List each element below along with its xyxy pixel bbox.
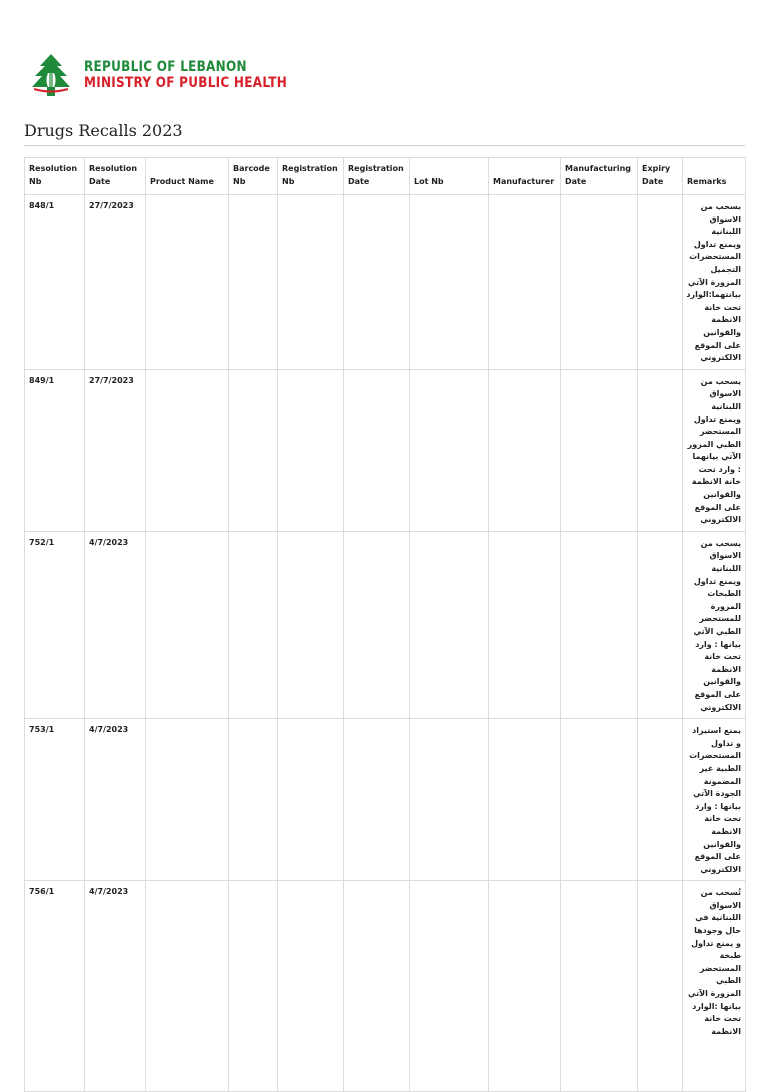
cell-manufacturing-date xyxy=(561,195,638,370)
cell-resolution-nb: 848/1 xyxy=(25,195,85,370)
column-header-registration-nb: Registration Nb xyxy=(278,158,344,195)
column-header-barcode-nb: Barcode Nb xyxy=(229,158,278,195)
cell-remarks: يسحب من الاسواق اللبنانية ويمنع تداول الطبخات المزورة للمستحضر الطبي الآتي بيانها : وارد تحت خانة الانظمة والقوانين على الموقع الالكتروني xyxy=(683,531,746,718)
column-header-lot-nb: Lot Nb xyxy=(410,158,489,195)
cell-barcode-nb xyxy=(229,369,278,531)
cell-barcode-nb xyxy=(229,531,278,718)
column-header-manufacturing-date: Manufacturing Date xyxy=(561,158,638,195)
cell-expiry-date xyxy=(638,531,683,718)
cell-barcode-nb xyxy=(229,881,278,1092)
cell-expiry-date xyxy=(638,719,683,881)
column-header-product-name: Product Name xyxy=(146,158,229,195)
cell-resolution-date: 27/7/2023 xyxy=(85,195,146,370)
cell-registration-date xyxy=(344,369,410,531)
cell-registration-nb xyxy=(278,719,344,881)
cell-remarks: يمنع استيراد و تداول المستحضرات الطبية غير المضمونة الجودة الآتي بيانها : وارد تحت خانة الانظمة والقوانين على الموقع الالكتروني xyxy=(683,719,746,881)
column-header-resolution-nb: Resolution Nb xyxy=(25,158,85,195)
cell-resolution-nb: 752/1 xyxy=(25,531,85,718)
cell-registration-nb xyxy=(278,881,344,1092)
cell-lot-nb xyxy=(410,719,489,881)
cell-lot-nb xyxy=(410,881,489,1092)
cell-manufacturer xyxy=(489,195,561,370)
table-row xyxy=(25,881,746,1092)
cell-resolution-nb: 756/1 xyxy=(25,881,85,1092)
org-name-republic: REPUBLIC OF LEBANON xyxy=(84,59,247,75)
column-header-manufacturer: Manufacturer xyxy=(489,158,561,195)
cell-manufacturing-date xyxy=(561,719,638,881)
cell-registration-date xyxy=(344,719,410,881)
cedar-emblem-icon xyxy=(26,50,76,100)
cell-expiry-date xyxy=(638,195,683,370)
cell-expiry-date xyxy=(638,881,683,1092)
cell-product-name xyxy=(146,719,229,881)
cell-resolution-date: 4/7/2023 xyxy=(85,719,146,881)
cell-resolution-date: 4/7/2023 xyxy=(85,881,146,1092)
column-header-remarks: Remarks xyxy=(683,158,746,195)
table-row xyxy=(25,531,746,718)
recalls-table-container xyxy=(24,157,745,1036)
cell-registration-nb xyxy=(278,531,344,718)
cell-manufacturing-date xyxy=(561,881,638,1092)
ministry-header xyxy=(26,50,320,100)
org-name-ministry: MINISTRY OF PUBLIC HEALTH xyxy=(84,75,288,91)
cell-lot-nb xyxy=(410,369,489,531)
cell-product-name xyxy=(146,531,229,718)
cell-registration-date xyxy=(344,531,410,718)
cell-manufacturer xyxy=(489,531,561,718)
cell-resolution-nb: 849/1 xyxy=(25,369,85,531)
cell-lot-nb xyxy=(410,195,489,370)
column-header-registration-date: Registration Date xyxy=(344,158,410,195)
recalls-table xyxy=(24,157,746,1092)
cell-barcode-nb xyxy=(229,719,278,881)
cell-expiry-date xyxy=(638,369,683,531)
cell-registration-date xyxy=(344,195,410,370)
cell-remarks: يسحب من الاسواق اللبنانية ويمنع تداول المستحضرات التجميل المزورة الآتي بيانتهما:الوارد تحت خانة الانظمة والقوانين على الموقع الالكتروني xyxy=(683,195,746,370)
cell-registration-nb xyxy=(278,195,344,370)
cell-resolution-date: 4/7/2023 xyxy=(85,531,146,718)
column-header-resolution-date: Resolution Date xyxy=(85,158,146,195)
cell-manufacturer xyxy=(489,881,561,1092)
cell-manufacturer xyxy=(489,369,561,531)
cell-remarks: يسحب من الاسواق اللبنانية ويمنع تداول المستحضر الطبي المزور الآتي بيانهما : وارد تحت خانة الانظمة والقوانين على الموقع الالكتروني xyxy=(683,369,746,531)
page-title: Drugs Recalls 2023 xyxy=(24,121,183,140)
table-row xyxy=(25,195,746,370)
cell-product-name xyxy=(146,195,229,370)
cell-registration-nb xyxy=(278,369,344,531)
cell-resolution-date: 27/7/2023 xyxy=(85,369,146,531)
cell-registration-date xyxy=(344,881,410,1092)
title-divider xyxy=(24,145,745,146)
cell-manufacturing-date xyxy=(561,531,638,718)
cell-remarks: تُسحب من الاسواق اللبنانية في حال وجودها و يمنع تداول طبخة المستحضر الطبي المزورة الآتي بيانها :الوارد تحت خانة الانظمة xyxy=(683,881,746,1092)
cell-manufacturing-date xyxy=(561,369,638,531)
cell-lot-nb xyxy=(410,531,489,718)
table-row xyxy=(25,719,746,881)
table-header-row xyxy=(25,158,746,195)
cell-barcode-nb xyxy=(229,195,278,370)
cell-manufacturer xyxy=(489,719,561,881)
table-row xyxy=(25,369,746,531)
column-header-expiry-date: Expiry Date xyxy=(638,158,683,195)
cell-resolution-nb: 753/1 xyxy=(25,719,85,881)
cell-product-name xyxy=(146,881,229,1092)
cell-product-name xyxy=(146,369,229,531)
